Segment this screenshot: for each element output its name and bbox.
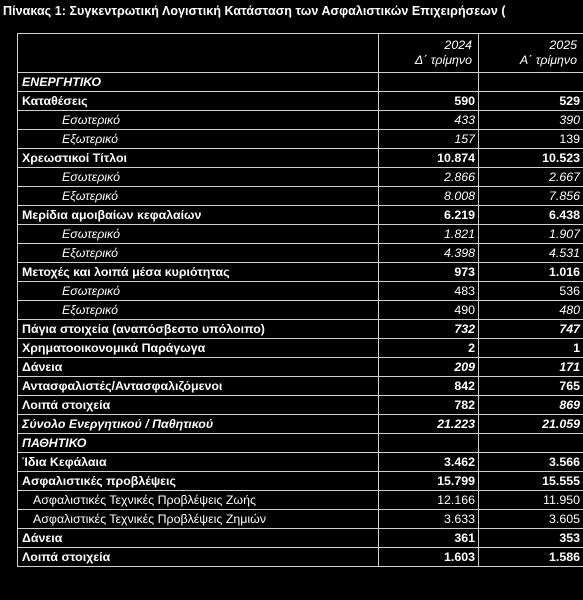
row-label: Δάνεια (18, 529, 379, 548)
value-2025: 7.856 (479, 187, 583, 206)
table-row (18, 282, 583, 301)
table-row (18, 301, 583, 320)
row-label: Λοιπά στοιχεία (18, 396, 379, 415)
row-label: Εσωτερικό (18, 168, 379, 187)
value-2025: 2.667 (479, 168, 583, 187)
value-2024: 2.866 (379, 168, 479, 187)
value-2025: 4.531 (479, 244, 583, 263)
value-2025 (479, 434, 583, 453)
value-2025: 1.586 (479, 548, 583, 567)
value-2025: 1.016 (479, 263, 583, 282)
value-2024: 8.008 (379, 187, 479, 206)
table-row (18, 548, 583, 567)
row-label: Εσωτερικό (18, 225, 379, 244)
table-row (18, 396, 583, 415)
row-label: Αντασφαλιστές/Αντασφαλιζόμενοι (18, 377, 379, 396)
value-2024 (379, 73, 479, 92)
table-row (18, 130, 583, 149)
row-label: Πάγια στοιχεία (αναπόσβεστο υπόλοιπο) (18, 320, 379, 339)
row-label: Ασφαλιστικές Τεχνικές Προβλέψεις Ζημιών (18, 510, 379, 529)
table-row (18, 320, 583, 339)
value-2025: 390 (479, 111, 583, 130)
row-label: Μερίδια αμοιβαίων κεφαλαίων (18, 206, 379, 225)
value-2025: 869 (479, 396, 583, 415)
table-row (18, 111, 583, 130)
value-2025: 3.566 (479, 453, 583, 472)
value-2024: 1.821 (379, 225, 479, 244)
row-label: Λοιπά στοιχεία (18, 548, 379, 567)
header-col-2024: 2024 Δ΄ τρίμηνο (379, 34, 479, 73)
row-label: Εσωτερικό (18, 111, 379, 130)
table-row (18, 491, 583, 510)
value-2025: 529 (479, 92, 583, 111)
row-label: Χρεωστικοί Τίτλοι (18, 149, 379, 168)
table-row (18, 339, 583, 358)
value-2024: 732 (379, 320, 479, 339)
row-label: Σύνολο Ενεργητικού / Παθητικού (18, 415, 379, 434)
value-2024: 10.874 (379, 149, 479, 168)
value-2025 (479, 73, 583, 92)
value-2024 (379, 434, 479, 453)
value-2024: 3.633 (379, 510, 479, 529)
row-label: ΠΑΘΗΤΙΚΟ (18, 434, 379, 453)
row-label: Εξωτερικό (18, 130, 379, 149)
value-2025: 3.605 (479, 510, 583, 529)
row-label: Μετοχές και λοιπά μέσα κυριότητας (18, 263, 379, 282)
value-2025: 765 (479, 377, 583, 396)
table-row (18, 529, 583, 548)
value-2024: 3.462 (379, 453, 479, 472)
value-2025: 139 (479, 130, 583, 149)
value-2024: 483 (379, 282, 479, 301)
header-row (18, 34, 583, 73)
table-row (18, 149, 583, 168)
value-2025: 747 (479, 320, 583, 339)
value-2025: 171 (479, 358, 583, 377)
value-2025: 1.907 (479, 225, 583, 244)
table-title: Πίνακας 1: Συγκεντρωτική Λογιστική Κατάσταση των Ασφαλιστικών Επιχειρήσεων ( (3, 4, 506, 18)
row-label: Εξωτερικό (18, 244, 379, 263)
value-2025: 21.059 (479, 415, 583, 434)
value-2025: 353 (479, 529, 583, 548)
table-row (18, 472, 583, 491)
row-label: Εξωτερικό (18, 187, 379, 206)
value-2024: 361 (379, 529, 479, 548)
section-row-liabilities (18, 434, 583, 453)
value-2025: 11.950 (479, 491, 583, 510)
value-2025: 6.438 (479, 206, 583, 225)
row-label: Εξωτερικό (18, 301, 379, 320)
table-row (18, 263, 583, 282)
table-row (18, 206, 583, 225)
value-2024: 21.223 (379, 415, 479, 434)
row-label: ΕΝΕΡΓΗΤΙΚΟ (18, 73, 379, 92)
row-label: Ίδια Κεφάλαια (18, 453, 379, 472)
header-col-2025: 2025 Α΄ τρίμηνο (479, 34, 583, 73)
value-2024: 12.166 (379, 491, 479, 510)
value-2025: 15.555 (479, 472, 583, 491)
value-2024: 433 (379, 111, 479, 130)
value-2024: 1.603 (379, 548, 479, 567)
table-row (18, 244, 583, 263)
value-2024: 782 (379, 396, 479, 415)
table-row (18, 510, 583, 529)
row-label: Χρηματοοικονομικά Παράγωγα (18, 339, 379, 358)
table-row (18, 358, 583, 377)
table-row (18, 225, 583, 244)
value-2024: 15.799 (379, 472, 479, 491)
row-label: Εσωτερικό (18, 282, 379, 301)
value-2024: 209 (379, 358, 479, 377)
row-label: Καταθέσεις (18, 92, 379, 111)
section-row-assets (18, 73, 583, 92)
table-row (18, 377, 583, 396)
value-2024: 490 (379, 301, 479, 320)
value-2025: 480 (479, 301, 583, 320)
value-2024: 4.398 (379, 244, 479, 263)
table-row (18, 92, 583, 111)
balance-sheet-table (17, 33, 583, 567)
value-2025: 10.523 (479, 149, 583, 168)
value-2025: 1 (479, 339, 583, 358)
value-2024: 157 (379, 130, 479, 149)
value-2024: 2 (379, 339, 479, 358)
table-row (18, 453, 583, 472)
value-2024: 973 (379, 263, 479, 282)
row-label: Δάνεια (18, 358, 379, 377)
value-2024: 590 (379, 92, 479, 111)
row-label: Ασφαλιστικές προβλέψεις (18, 472, 379, 491)
value-2024: 6.219 (379, 206, 479, 225)
total-row (18, 415, 583, 434)
header-empty-cell (18, 34, 379, 73)
table-row (18, 187, 583, 206)
row-label: Ασφαλιστικές Τεχνικές Προβλέψεις Ζωής (18, 491, 379, 510)
value-2025: 536 (479, 282, 583, 301)
table-row (18, 168, 583, 187)
value-2024: 842 (379, 377, 479, 396)
